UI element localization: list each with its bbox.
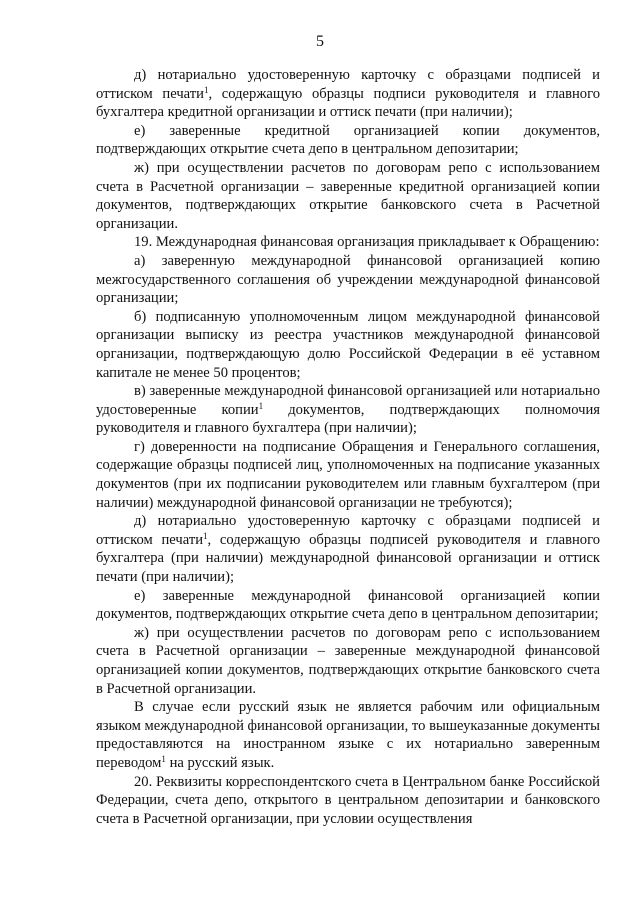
paragraph bbox=[96, 308, 600, 382]
paragraph bbox=[96, 382, 600, 438]
paragraph bbox=[96, 773, 600, 829]
footnote-marker: 1 bbox=[203, 84, 209, 95]
page-number: 5 bbox=[316, 33, 324, 50]
paragraph-text: , содержащую образцы подписи руководителя и главного бухгалтера кредитной организации и оттиск печати (при наличии); bbox=[96, 85, 601, 121]
paragraph bbox=[96, 624, 600, 698]
paragraph-text: , содержащую образцы подписей руководителя и главного бухгалтера (при наличии) международной финансовой организации и оттиск печати (при наличии); bbox=[96, 531, 601, 586]
paragraph-text: документов, подтверждающих полномочия руководителя и главного бухгалтера (при наличии); bbox=[96, 401, 601, 437]
paragraph bbox=[96, 122, 600, 159]
paragraph bbox=[96, 512, 600, 586]
paragraph-text: ж) при осуществлении расчетов по договорам репо с использованием счета в Расчетной организации – заверенные международной финансовой организацией копии документов, подтверждающих открытие банковского счета в Расчетной организации. bbox=[96, 624, 600, 697]
footnote-marker: 1 bbox=[203, 530, 208, 541]
paragraph-text: б) подписанную уполномоченным лицом международной финансовой организации выписку из реестра участников международной финансовой организации, подтверждающую долю Российской Федерации в её уставном капитале не менее 50 процентов; bbox=[96, 308, 600, 381]
footnote-marker: 1 bbox=[258, 400, 264, 411]
paragraph-text: д) нотариально удостоверенную карточку с образцами подписей и оттиском печати bbox=[96, 513, 600, 548]
paragraph-text: В случае если русский язык не является рабочим или официальным языком международной финансовой организации, то вышеуказанные документы предоставляются на иностранном языке с их нотариально заверенным переводом bbox=[96, 699, 600, 771]
paragraph-text: г) доверенности на подписание Обращения и Генерального соглашения, содержащие образцы подписей лиц, уполномоченных на подписание указанных документов (при их подписании руководителем или главным бухгалтером (при наличии) международной финансовой организации не требуются); bbox=[96, 438, 600, 511]
paragraph-text: ж) при осуществлении расчетов по договорам репо с использованием счета в Расчетной организации – заверенные кредитной организацией копии документов, подтверждающих открытие банковского счета в Расчетной организации. bbox=[96, 159, 600, 232]
paragraph bbox=[96, 587, 600, 624]
paragraph bbox=[96, 698, 600, 772]
paragraph bbox=[96, 66, 600, 122]
paragraph-text: на русский язык. bbox=[165, 754, 275, 771]
document-body bbox=[96, 66, 600, 828]
paragraph-text: в) заверенные международной финансовой организацией или нотариально удостоверенные копии bbox=[96, 383, 600, 418]
paragraph-text: е) заверенные международной финансовой организацией копии документов, подтверждающих открытие счета депо в центральном депозитарии; bbox=[96, 587, 600, 623]
paragraph bbox=[96, 252, 600, 308]
footnote-marker: 1 bbox=[161, 753, 166, 764]
paragraph-text: д) нотариально удостоверенную карточку с образцами подписей и оттиском печати bbox=[96, 67, 600, 102]
paragraph-text: 19. Международная финансовая организация прикладывает к Обращению: bbox=[134, 234, 600, 251]
paragraph-text: е) заверенные кредитной организацией копии документов, подтверждающих открытие счета депо в центральном депозитарии; bbox=[96, 122, 600, 158]
paragraph bbox=[96, 233, 600, 252]
paragraph bbox=[96, 438, 600, 512]
paragraph bbox=[96, 159, 600, 233]
paragraph-text: а) заверенную международной финансовой организацией копию межгосударственного соглашения об учреждении международной финансовой организации; bbox=[96, 252, 600, 307]
paragraph-text: 20. Реквизиты корреспондентского счета в Центральном банке Российской Федерации, счета депо, открытого в центральном депозитарии и банковского счета в Расчетной организации, при условии осуществления bbox=[96, 773, 600, 827]
